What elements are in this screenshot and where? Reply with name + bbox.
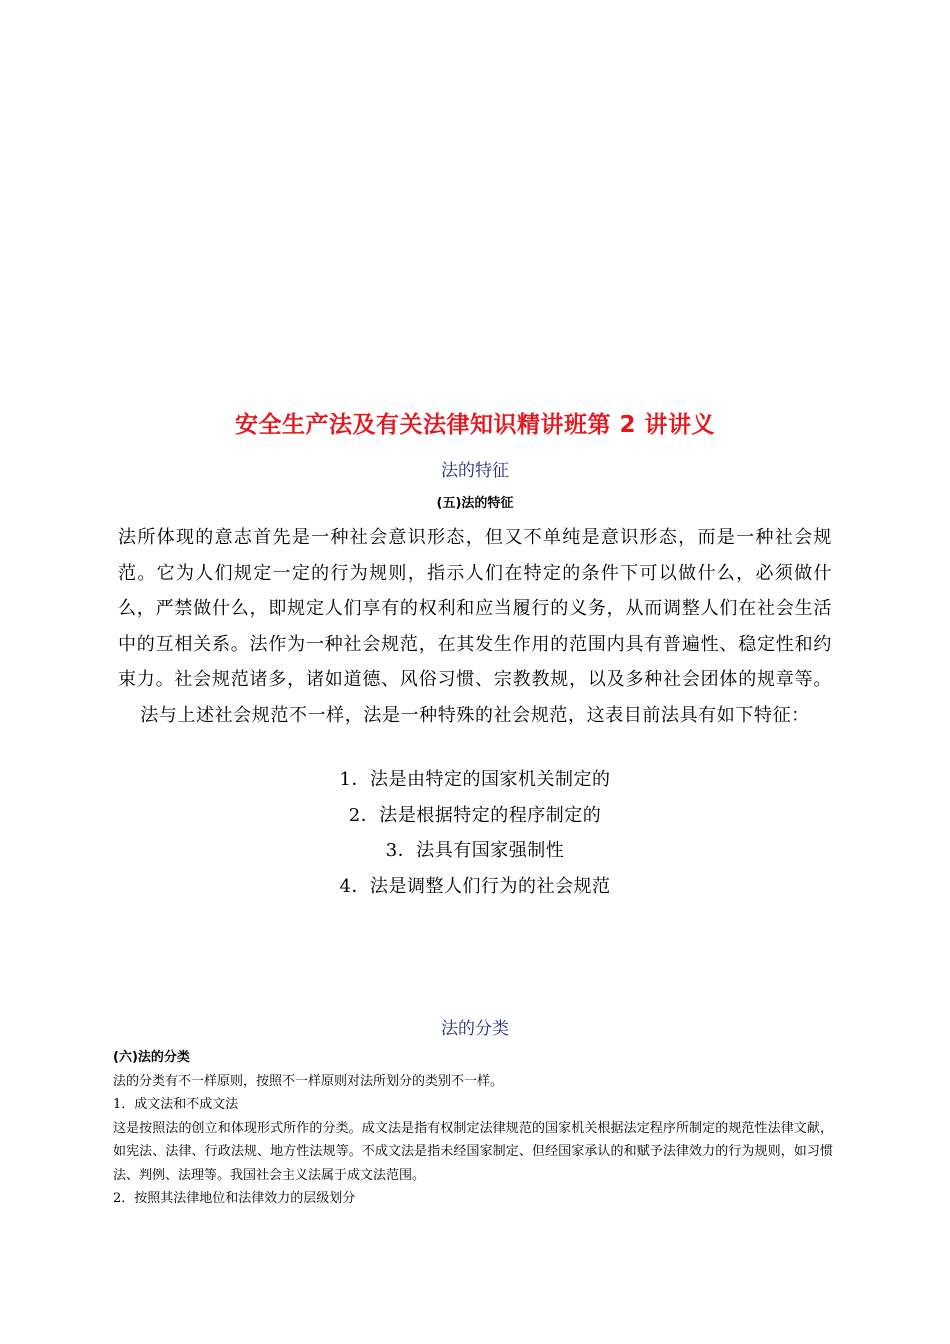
features-list bbox=[0, 762, 950, 904]
list-item: 2．法是根据特定的程序制定的 bbox=[348, 804, 602, 826]
list-item: 1．法是由特定的国家机关制定的 bbox=[339, 769, 611, 790]
classification-item1-text: 这是按照法的创立和体现形式所作的分类。成文法是指有权制定法律规范的国家机关根据法定程序所制定的规范性法律文献，如宪法、法律、行政法规、地方性法规等。不成文法是指未经国家制定、但经国家承认的和赋予法律效力的行为规则，如习惯法、判例、法理等。我国社会主义法属于成文法范围。 bbox=[113, 1120, 833, 1183]
subheading-classification: (六)法的分类 bbox=[113, 1050, 190, 1065]
list-item: 3．法具有国家强制性 bbox=[385, 840, 565, 861]
classification-intro: 法的分类有不一样原则，按照不一样原则对法所划分的类别不一样。 bbox=[113, 1073, 504, 1089]
subheading-features: (五)法的特征 bbox=[436, 496, 514, 511]
list-item: 4．法是调整人们行为的社会规范 bbox=[339, 875, 611, 897]
section-heading-features: 法的特征 bbox=[441, 461, 509, 481]
document-title: 安全生产法及有关法律知识精讲班第 2 讲讲义 bbox=[234, 412, 716, 438]
classification-item1-title: 1．成文法和不成文法 bbox=[113, 1097, 239, 1112]
classification-item2-title: 2．按照其法律地位和法律效力的层级划分 bbox=[113, 1191, 356, 1206]
features-paragraph: 法所体现的意志首先是一种社会意识形态，但又不单纯是意识形态，而是一种社会规范。它为人们规定一定的行为规则，指示人们在特定的条件下可以做什么，必须做什么，严禁做什么，即规定人们享有的权利和应当履行的义务，从而调整人们在社会生活中的互相关系。法作为一种社会规范，在其发生作用的范围内具有普遍性、稳定性和约束力。社会规范诸多，诸如道德、风俗习惯、宗教教规，以及多种社会团体的规章等。法与上述社会规范不一样，法是一种特殊的社会规范，这表目前法具有如下特征： bbox=[118, 527, 832, 726]
classification-block bbox=[113, 1046, 833, 1211]
section-heading-classification: 法的分类 bbox=[441, 1019, 509, 1039]
